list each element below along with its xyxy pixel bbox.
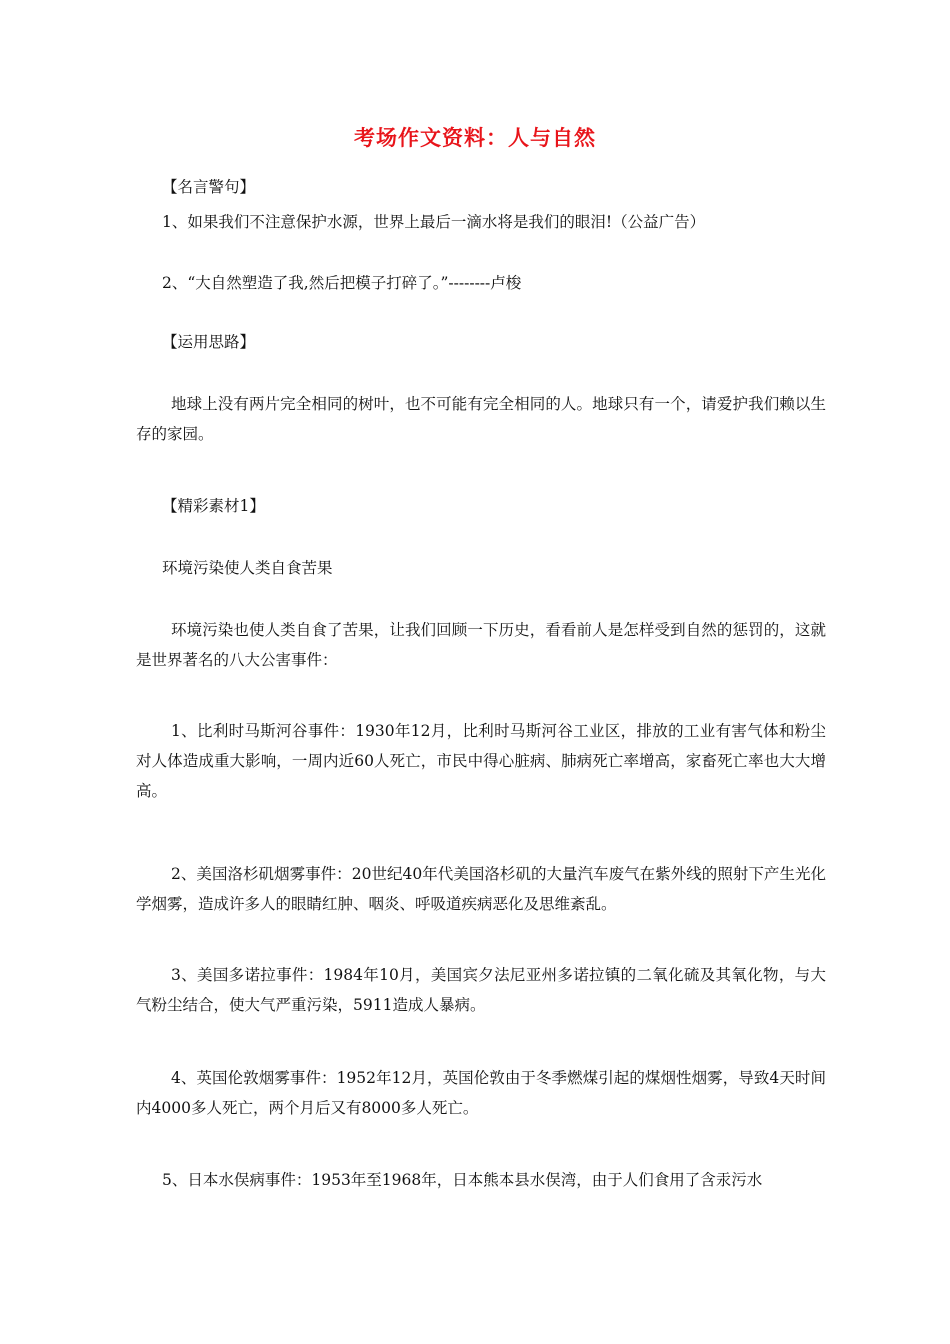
- event-paragraph: 5、日本水俣病事件：1953年至1968年，日本熊本县水俣湾，由于人们食用了含汞污水: [162, 1171, 763, 1189]
- material-intro-paragraph: 环境污染也使人类自食了苦果，让我们回顾一下历史，看看前人是怎样受到自然的惩罚的，这就是世界著名的八大公害事件：: [136, 621, 826, 669]
- usage-paragraph: 地球上没有两片完全相同的树叶，也不可能有完全相同的人。地球只有一个，请爱护我们赖以生存的家园。: [136, 395, 826, 443]
- material-heading: 【精彩素材1】: [162, 497, 265, 515]
- page-title: 考场作文资料：人与自然: [354, 126, 596, 150]
- quotes-heading: 【名言警句】: [162, 178, 256, 196]
- event-paragraph: 2、美国洛杉矶烟雾事件：20世纪40年代美国洛杉矶的大量汽车废气在紫外线的照射下产生光化学烟雾，造成许多人的眼睛红肿、咽炎、呼吸道疾病恶化及思维紊乱。: [136, 865, 826, 913]
- usage-heading: 【运用思路】: [162, 333, 256, 351]
- quote-item: 2、“大自然塑造了我,然后把模子打碎了。”--------卢梭: [162, 274, 522, 292]
- event-paragraph: 3、美国多诺拉事件：1984年10月，美国宾夕法尼亚州多诺拉镇的二氧化硫及其氧化物，与大气粉尘结合，使大气严重污染，5911造成人暴病。: [136, 966, 826, 1014]
- material-subtitle: 环境污染使人类自食苦果: [162, 559, 333, 577]
- quote-item: 1、如果我们不注意保护水源，世界上最后一滴水将是我们的眼泪!（公益广告）: [162, 213, 706, 231]
- event-paragraph: 4、英国伦敦烟雾事件：1952年12月，英国伦敦由于冬季燃煤引起的煤烟性烟雾，导致4天时间内4000多人死亡，两个月后又有8000多人死亡。: [136, 1069, 826, 1117]
- event-paragraph: 1、比利时马斯河谷事件：1930年12月，比利时马斯河谷工业区，排放的工业有害气体和粉尘对人体造成重大影响，一周内近60人死亡，市民中得心脏病、肺病死亡率增高，家畜死亡率也大大增高。: [136, 722, 826, 800]
